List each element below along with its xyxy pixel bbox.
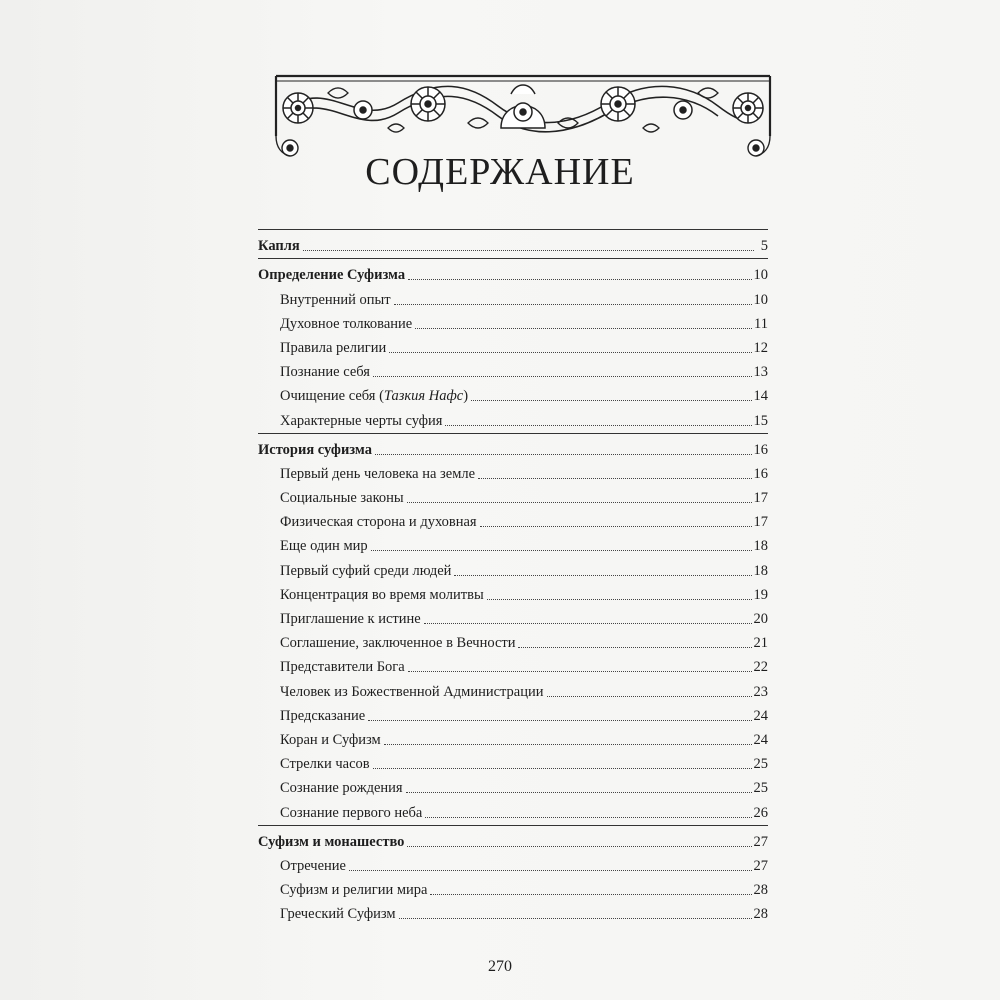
toc-page-number: 10 bbox=[753, 291, 768, 308]
toc-page-number: 26 bbox=[753, 804, 768, 821]
toc-page-number: 12 bbox=[753, 339, 768, 356]
toc-item-label bbox=[280, 388, 469, 404]
dot-leader bbox=[371, 550, 752, 551]
toc-item bbox=[258, 356, 768, 380]
toc-item-label: Еще один мир bbox=[280, 538, 368, 555]
label-suffix: ) bbox=[463, 388, 469, 405]
toc-item bbox=[258, 651, 768, 675]
label-prefix: Очищение себя ( bbox=[280, 388, 384, 405]
toc-item-label: Первый день человека на земле bbox=[280, 465, 476, 482]
toc-item bbox=[258, 874, 768, 898]
toc-item bbox=[258, 380, 768, 404]
toc-section bbox=[258, 434, 768, 458]
dot-leader bbox=[407, 502, 752, 503]
toc-item-label: Суфизм и религии мира bbox=[280, 882, 428, 899]
toc-page-number: 24 bbox=[753, 707, 768, 724]
page-number: 270 bbox=[488, 958, 512, 975]
toc-item-label: Соглашение, заключенное в Вечности bbox=[280, 635, 516, 652]
toc-page-number: 15 bbox=[753, 412, 768, 429]
dot-leader bbox=[480, 526, 752, 527]
dot-leader bbox=[375, 454, 752, 455]
toc-item-label: Человек из Божественной Администрации bbox=[280, 683, 544, 700]
table-of-contents bbox=[258, 229, 768, 922]
toc-item-label: Сознание рождения bbox=[280, 780, 403, 797]
toc-item bbox=[258, 458, 768, 482]
toc-section bbox=[258, 230, 768, 254]
dot-leader bbox=[445, 425, 751, 426]
toc-item bbox=[258, 748, 768, 772]
toc-page-number: 20 bbox=[753, 611, 768, 627]
dot-leader bbox=[415, 328, 752, 329]
toc-page-number: 25 bbox=[753, 756, 768, 773]
toc-item bbox=[258, 603, 768, 627]
toc-item-label: Стрелки часов bbox=[280, 756, 370, 773]
toc-item-label: Духовное толкование bbox=[280, 315, 413, 332]
toc-section-label: Капля bbox=[258, 238, 300, 255]
toc-item-label: Сознание первого неба bbox=[280, 804, 423, 821]
toc-page-number: 28 bbox=[753, 882, 768, 899]
dot-leader bbox=[389, 352, 751, 353]
label-italic: Тазкия Нафс bbox=[383, 388, 464, 405]
toc-page-number: 22 bbox=[753, 659, 768, 676]
toc-item bbox=[258, 404, 768, 428]
dot-leader bbox=[303, 250, 754, 251]
toc-item-label: Первый суфий среди людей bbox=[280, 562, 452, 579]
toc-page-number: 27 bbox=[753, 857, 768, 874]
toc-item-label: Социальные законы bbox=[280, 490, 404, 507]
toc-item bbox=[258, 332, 768, 356]
toc-page-number: 11 bbox=[754, 315, 768, 332]
toc-item bbox=[258, 308, 768, 332]
toc-item bbox=[258, 530, 768, 554]
toc-page-number: 10 bbox=[753, 267, 768, 284]
dot-leader bbox=[430, 894, 751, 895]
toc-page-number: 14 bbox=[753, 388, 768, 405]
dot-leader bbox=[408, 279, 751, 280]
dot-leader bbox=[424, 623, 752, 624]
dot-leader bbox=[408, 671, 752, 672]
dot-leader bbox=[478, 478, 751, 479]
toc-page-number: 5 bbox=[760, 238, 768, 255]
toc-item bbox=[258, 700, 768, 724]
toc-page-number: 18 bbox=[753, 538, 768, 555]
dot-leader bbox=[384, 744, 752, 745]
toc-page-number: 16 bbox=[753, 441, 768, 458]
toc-page-number: 17 bbox=[753, 490, 768, 507]
dot-leader bbox=[518, 647, 751, 648]
toc-item bbox=[258, 579, 768, 603]
toc-item bbox=[258, 850, 768, 874]
toc-section-label: История суфизма bbox=[258, 441, 372, 458]
dot-leader bbox=[454, 575, 751, 576]
toc-section bbox=[258, 826, 768, 850]
toc-item bbox=[258, 772, 768, 796]
dot-leader bbox=[407, 846, 751, 847]
dot-leader bbox=[373, 768, 752, 769]
toc-item-label: Характерные черты суфия bbox=[280, 412, 443, 429]
toc-section-label: Суфизм и монашество bbox=[258, 833, 405, 850]
toc-item-label: Правила религии bbox=[280, 339, 387, 356]
toc-item-label: Познание себя bbox=[280, 364, 370, 381]
dot-leader bbox=[487, 599, 752, 600]
toc-page-number: 19 bbox=[753, 586, 768, 603]
toc-item-label: Коран и Суфизм bbox=[280, 731, 381, 748]
toc-item bbox=[258, 675, 768, 699]
toc-section bbox=[258, 259, 768, 283]
toc-page-number: 16 bbox=[753, 465, 768, 482]
toc-item bbox=[258, 482, 768, 506]
toc-item-label: Физическая сторона и духовная bbox=[280, 514, 477, 531]
toc-page-number: 23 bbox=[753, 683, 768, 700]
toc-item bbox=[258, 796, 768, 820]
dot-leader bbox=[425, 817, 751, 818]
toc-item bbox=[258, 898, 768, 922]
dot-leader bbox=[406, 792, 752, 793]
toc-item-label: Предсказание bbox=[280, 707, 366, 724]
dot-leader bbox=[547, 696, 752, 697]
toc-page-number: 21 bbox=[753, 635, 768, 652]
toc-page-number: 28 bbox=[753, 906, 768, 923]
toc-item bbox=[258, 627, 768, 651]
toc-page-number: 18 bbox=[753, 562, 768, 579]
dot-leader bbox=[399, 918, 752, 919]
toc-item bbox=[258, 554, 768, 578]
toc-item-label: Представители Бога bbox=[280, 659, 405, 676]
toc-item bbox=[258, 283, 768, 307]
toc-item bbox=[258, 506, 768, 530]
toc-page-number: 25 bbox=[753, 780, 768, 797]
dot-leader bbox=[373, 376, 752, 377]
toc-page-number: 17 bbox=[753, 514, 768, 531]
dot-leader bbox=[394, 304, 752, 305]
toc-page-number: 24 bbox=[753, 731, 768, 748]
dot-leader bbox=[349, 870, 752, 871]
toc-section-label: Определение Суфизма bbox=[258, 267, 406, 284]
toc-item-label: Внутренний опыт bbox=[280, 291, 391, 308]
toc-page-number: 27 bbox=[753, 833, 768, 850]
toc-item bbox=[258, 724, 768, 748]
toc-page-number: 13 bbox=[753, 364, 768, 381]
toc-item-label: Концентрация во время молитвы bbox=[280, 586, 484, 603]
dot-leader bbox=[368, 720, 751, 721]
toc-item-label: Отречение bbox=[280, 857, 346, 874]
toc-item-label: Греческий Суфизм bbox=[280, 906, 396, 923]
toc-item-label: Приглашение к истине bbox=[280, 611, 421, 627]
dot-leader bbox=[471, 400, 751, 401]
page-title: СОДЕРЖАНИЕ bbox=[365, 151, 635, 193]
